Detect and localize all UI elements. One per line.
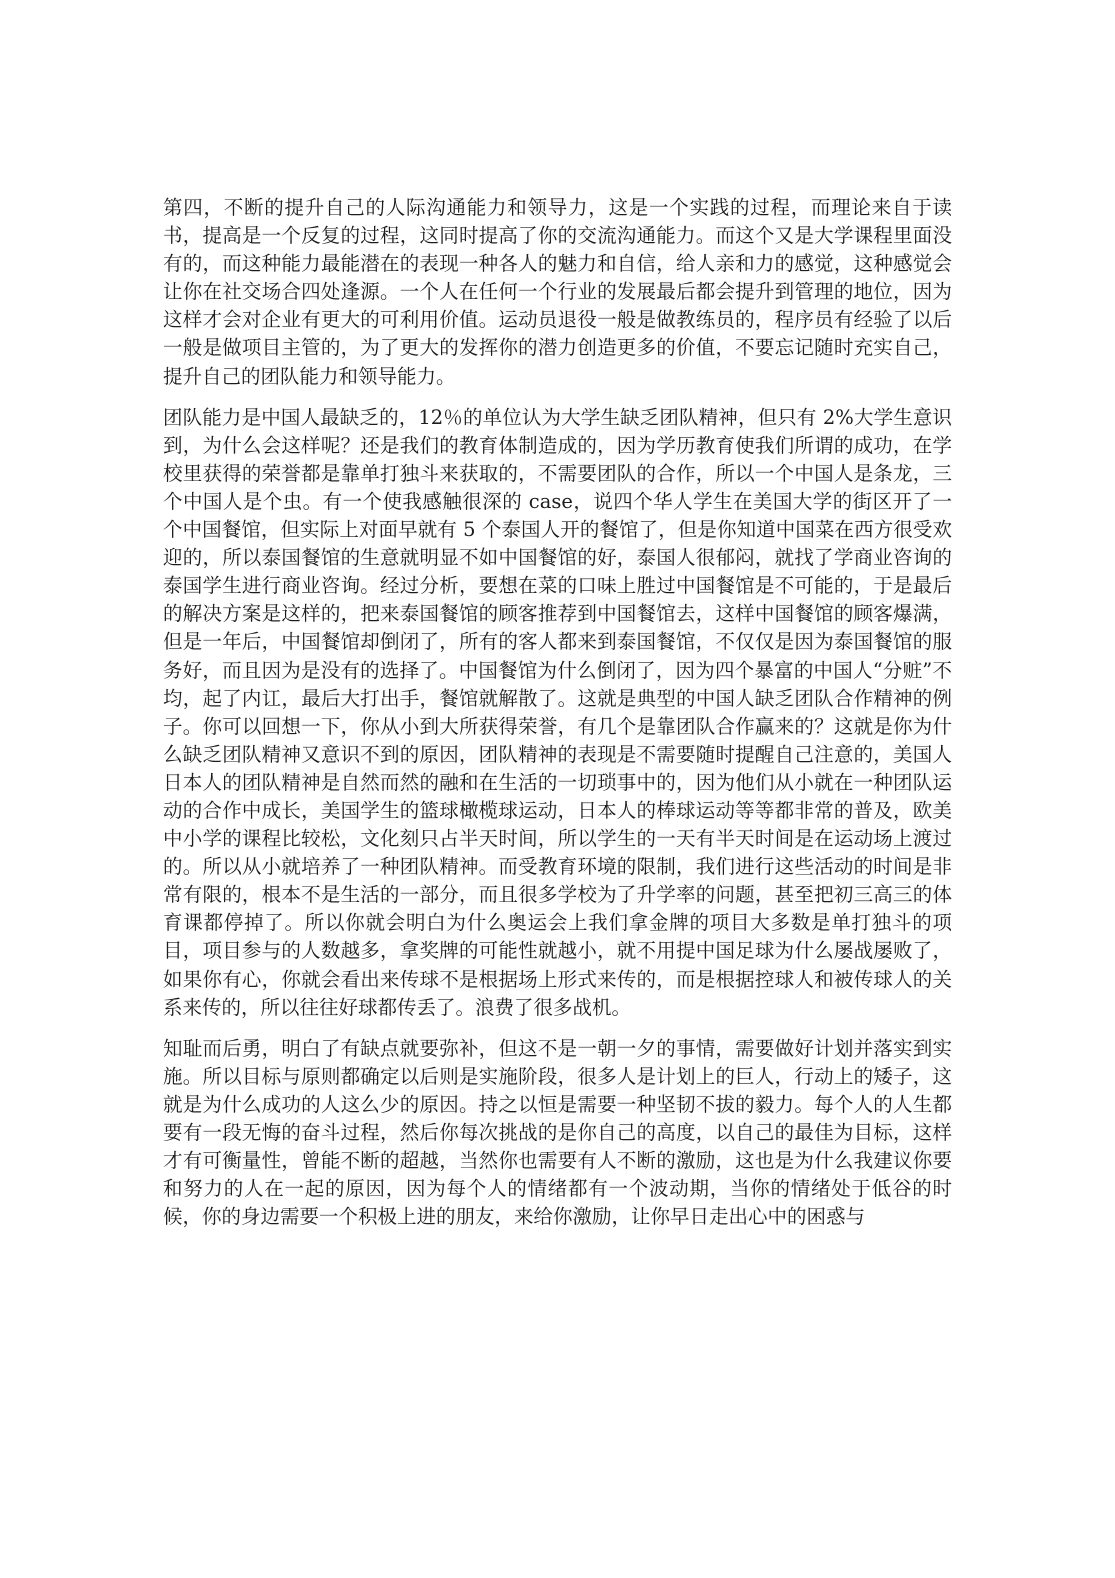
paragraph-leadership: 第四，不断的提升自己的人际沟通能力和领导力，这是一个实践的过程，而理论来自于读书，提高是一个反复的过程，这同时提高了你的交流沟通能力。而这个又是大学课程里面没有的，而这种能力最能潜在的表现一种各人的魅力和自信，给人亲和力的感觉，这种感觉会让你在社交场合四处逢源。一个人在任何一个行业的发展最后都会提升到管理的地位，因为这样才会对企业有更大的可利用价值。运动员退役一般是做教练员的，程序员有经验了以后一般是做项目主管的，为了更大的发挥你的潜力创造更多的价值，不要忘记随时充实自己，提升自己的团队能力和领导能力。	[163, 196, 952, 388]
paragraph-perseverance: 知耻而后勇，明白了有缺点就要弥补，但这不是一朝一夕的事情，需要做好计划并落实到实施。所以目标与原则都确定以后则是实施阶段，很多人是计划上的巨人，行动上的矮子，这就是为什么成功的人这么少的原因。持之以恒是需要一种坚韧不拔的毅力。每个人的人生都要有一段无悔的奋斗过程，然后你每次挑战的是你自己的高度，以自己的最佳为目标，这样才有可衡量性，曾能不断的超越，当然你也需要有人不断的激励，这也是为什么我建议你要和努力的人在一起的原因，因为每个人的情绪都有一个波动期，当你的情绪处于低谷的时候，你的身边需要一个积极上进的朋友，来给你激励，让你早日走出心中的困惑与	[163, 1036, 952, 1229]
paragraph-teamwork: 团队能力是中国人最缺乏的，12％的单位认为大学生缺乏团队精神，但只有 2%大学生意识到，为什么会这样呢？还是我们的教育体制造成的，因为学历教育使我们所谓的成功，在学校里获得的荣誉都是靠单打独斗来获取的，不需要团队的合作，所以一个中国人是条龙，三个中国人是个虫。有一个使我感触很深的 case，说四个华人学生在美国大学的街区开了一个中国餐馆，但实际上对面早就有 5 个泰国人开的餐馆了，但是你知道中国菜在西方很受欢迎的，所以泰国餐馆的生意就明显不如中国餐馆的好，泰国人很郁闷，就找了学商业咨询的泰国学生进行商业咨询。经过分析，要想在菜的口味上胜过中国餐馆是不可能的，于是最后的解决方案是这样的，把来泰国餐馆的顾客推荐到中国餐馆去，这样中国餐馆的顾客爆满，但是一年后，中国餐馆却倒闭了，所有的客人都来到泰国餐馆，不仅仅是因为泰国餐馆的服务好，而且因为是没有的选择了。中国餐馆为什么倒闭了，因为四个暴富的中国人“分赃”不均，起了内讧，最后大打出手，餐馆就解散了。这就是典型的中国人缺乏团队合作精神的例子。你可以回想一下，你从小到大所获得荣誉，有几个是靠团队合作赢来的？这就是你为什么缺乏团队精神又意识不到的原因，团队精神的表现是不需要随时提醒自己注意的，美国人日本人的团队精神是自然而然的融和在生活的一切琐事中的，因为他们从小就在一种团队运动的合作中成长，美国学生的篮球橄榄球运动，日本人的棒球运动等等都非常的普及，欧美中小学的课程比较松，文化刻只占半天时间，所以学生的一天有半天时间是在运动场上渡过的。所以从小就培养了一种团队精神。而受教育环境的限制，我们进行这些活动的时间是非常有限的，根本不是生活的一部分，而且很多学校为了升学率的问题，甚至把初三高三的体育课都停掉了。所以你就会明白为什么奥运会上我们拿金牌的项目大多数是单打独斗的项目，项目参与的人数越多，拿奖牌的可能性就越小，就不用提中国足球为什么屡战屡败了，如果你有心，你就会看出来传球不是根据场上形式来传的，而是根据控球人和被传球人的关系来传的，所以往往好球都传丢了。浪费了很多战机。	[163, 405, 952, 1019]
document-body	[163, 194, 952, 1244]
